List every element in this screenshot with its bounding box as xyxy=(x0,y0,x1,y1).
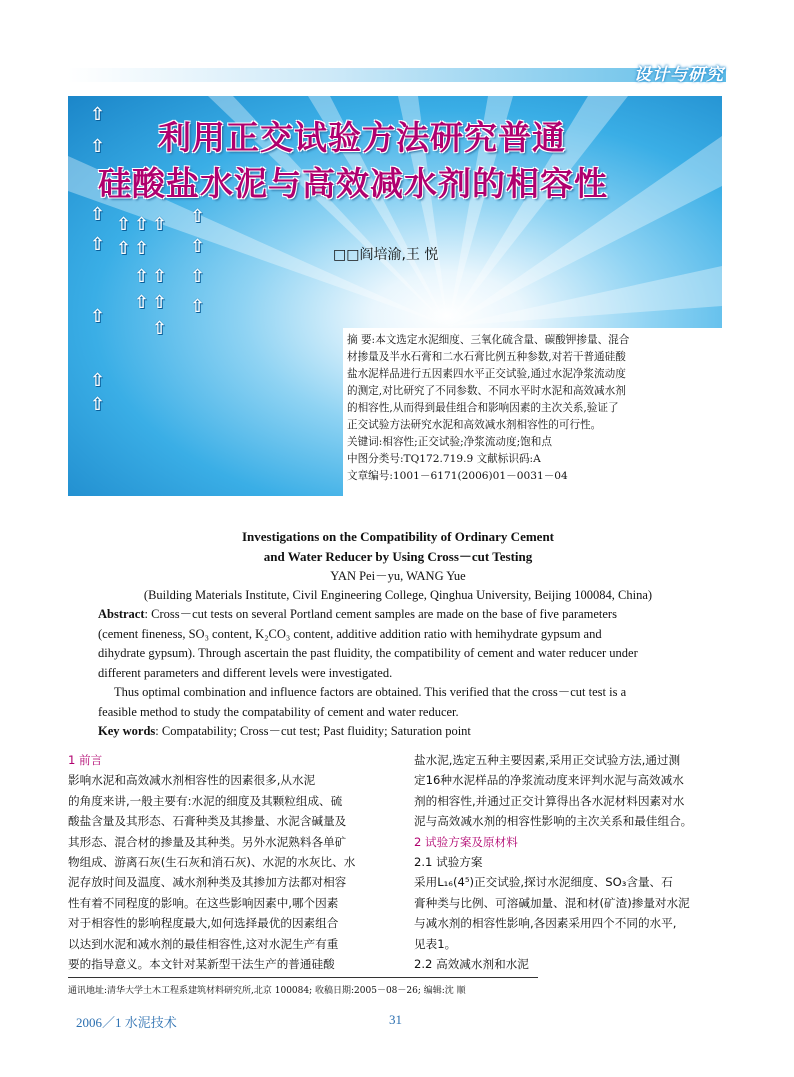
abstract-cn-line: 材掺量及半水石膏和二水石膏比例五种参数,对若干普通硅酸 xyxy=(347,351,626,363)
body-line: 膏种类与比例、可溶碱加量、混和材(矿渣)掺量对水泥 xyxy=(414,895,690,910)
keywords-label: Key words xyxy=(98,724,156,738)
section-heading-2: 2 试验方案及原材料 xyxy=(414,834,518,849)
abstract-cn-line: 正交试验方法研究水泥和高效减水剂相容性的可行性。 xyxy=(347,419,602,431)
arrow-icon: ⇧ xyxy=(152,318,168,339)
body-line: 定16种水泥样品的净浆流动度来评判水泥与高效减水 xyxy=(414,773,684,788)
arrow-icon: ⇧ xyxy=(90,204,106,225)
title-line-2: 硅酸盐水泥与高效减水剂的相容性 xyxy=(98,164,608,203)
english-abstract-p2 xyxy=(98,683,698,722)
arrow-icon: ⇧ xyxy=(134,266,150,287)
english-title-line-1: Investigations on the Compatibility of Ordinary Cement xyxy=(242,529,554,544)
body-line: 的角度来讲,一般主要有:水泥的细度及其颗粒组成、硫 xyxy=(68,793,343,808)
arrow-icon: ⇧ xyxy=(90,394,106,415)
arrow-icon: ⇧ xyxy=(190,236,206,257)
abstract-cn-box xyxy=(343,328,723,498)
footnote: 通讯地址:清华大学土木工程系建筑材料研究所,北京 100084; 收稿日期:2005－08－26; 编辑:沈 顺 xyxy=(68,986,466,996)
body-line: 其形态、混合材的掺量及其种类。另外水泥熟料各单矿 xyxy=(68,834,347,849)
abstract-cn-line: 摘 要:本文选定水泥细度、三氧化硫含量、碳酸钾掺量、混合 xyxy=(347,334,630,346)
body-line: 剂的相容性,并通过正交计算得出各水泥材料因素对水 xyxy=(414,793,685,808)
arrow-icon: ⇧ xyxy=(90,234,106,255)
abstract-en-line: feasible method to study the compatability of cement and water reducer. xyxy=(98,704,459,719)
body-line: 与减水剂的相容性影响,各因素采用四个不同的水平, xyxy=(414,916,677,931)
arrow-icon: ⇧ xyxy=(134,292,150,313)
body-line: 要的指导意义。本文针对某新型干法生产的普通硅酸 xyxy=(68,957,335,972)
body-line: 性有着不同程度的影响。在这些影响因素中,哪个因素 xyxy=(68,895,339,910)
page-number: 31 xyxy=(389,1012,402,1027)
arrow-icon: ⇧ xyxy=(152,292,168,313)
section-tag: 设计与研究 xyxy=(634,65,724,85)
arrow-icon: ⇧ xyxy=(90,370,106,391)
arrow-icon: ⇧ xyxy=(90,306,106,327)
arrow-icon: ⇧ xyxy=(116,214,132,235)
arrow-icon: ⇧ xyxy=(190,266,206,287)
arrow-icon: ⇧ xyxy=(152,214,168,235)
abstract-en-line xyxy=(98,605,698,625)
journal-footer: 2006／1 水泥技术 xyxy=(76,1015,177,1030)
arrow-icon: ⇧ xyxy=(190,206,206,227)
footnote-divider xyxy=(68,977,538,978)
body-line: 影响水泥和高效减水剂相容性的因素很多,从水泥 xyxy=(68,773,316,788)
body-line: 盐水泥,选定五种主要因素,采用正交试验方法,通过测 xyxy=(414,753,681,767)
arrow-icon: ⇧ xyxy=(90,104,106,125)
body-line: 以达到水泥和减水剂的最佳相容性,这对水泥生产有重 xyxy=(68,936,339,951)
abstract-cn-line: 的测定,对比研究了不同参数、不同水平时水泥和高效减水剂 xyxy=(347,385,626,397)
abstract-en-line: different parameters and different levels were investigated. xyxy=(98,665,393,680)
article-number: 文章编号:1001－6171(2006)01－0031－04 xyxy=(347,470,568,482)
body-line: 采用L₁₆(4⁵)正交试验,探讨水泥细度、SO₃含量、石 xyxy=(414,875,673,890)
english-abstract-p1 xyxy=(98,605,698,683)
english-authors: YAN Pei－yu, WANG Yue xyxy=(330,569,466,583)
body-line: 对于相容性的影响程度最大,如何选择最优的因素组合 xyxy=(68,916,339,931)
english-affiliation: (Building Materials Institute, Civil Engineering College, Qinghua University, Beijing 100084, China) xyxy=(143,588,653,602)
arrow-icon: ⇧ xyxy=(152,266,168,287)
body-line: 泥与高效减水剂的相容性影响的主次关系和最佳组合。 xyxy=(414,814,693,829)
keywords-cn: 关键词:相容性;正交试验;净浆流动度;饱和点 xyxy=(347,436,552,448)
abstract-label: Abstract xyxy=(98,607,145,621)
body-line: 见表1。 xyxy=(414,936,457,951)
arrow-icon: ⇧ xyxy=(116,238,132,259)
abstract-en-line: dihydrate gypsum). Through ascertain the past fluidity, the compatibility of cement and water reducer under xyxy=(98,646,638,660)
subsection-heading-2-2: 2.2 高效减水剂和水泥 xyxy=(414,957,529,972)
body-line: 泥存放时间及温度、减水剂种类及其掺加方法都对相容 xyxy=(68,875,347,890)
body-right-column xyxy=(414,750,729,974)
keywords-en-text: : Compatability; Cross－cut test; Past fluidity; Saturation point xyxy=(155,724,471,738)
abstract-cn-line: 盐水泥样品进行五因素四水平正交试验,通过水泥净浆流动度 xyxy=(347,368,626,380)
body-line: 酸盐含量及其形态、石膏种类及其掺量、水泥含碱量及 xyxy=(68,814,347,829)
arrow-icon: ⇧ xyxy=(134,214,150,235)
subsection-heading-2-1: 2.1 试验方案 xyxy=(414,855,483,870)
classification-cn: 中图分类号:TQ172.719.9 文献标识码:A xyxy=(347,453,541,465)
section-heading-1: 1 前言 xyxy=(68,753,103,767)
abstract-en-line: (cement fineness, SO₃ content, K₂CO₃ content, additive addition ratio with hemihydrate gypsum and xyxy=(98,626,602,641)
body-line: 物组成、游离石灰(生石灰和消石灰)、水泥的水灰比、水 xyxy=(68,855,356,870)
authors-cn: □□阎培渝,王 悦 xyxy=(333,247,439,263)
header-gradient-bar xyxy=(68,68,726,82)
title-line-1: 利用正交试验方法研究普通 xyxy=(158,118,566,157)
abstract-cn-line: 的相容性,从而得到最佳组合和影响因素的主次关系,验证了 xyxy=(347,402,619,414)
abstract-en-text: : Cross－cut tests on several Portland cement samples are made on the base of five parameters xyxy=(144,607,617,621)
body-left-column xyxy=(68,750,383,974)
english-abstract-block xyxy=(98,527,698,742)
arrow-icon: ⇧ xyxy=(134,238,150,259)
arrow-icon: ⇧ xyxy=(90,136,106,157)
abstract-en-line: Thus optimal combination and influence factors are obtained. This verified that the cross－cut test is a xyxy=(114,685,627,699)
english-title-line-2: and Water Reducer by Using Cross－cut Testing xyxy=(263,549,533,564)
arrow-icon: ⇧ xyxy=(190,296,206,317)
english-keywords xyxy=(98,722,698,742)
